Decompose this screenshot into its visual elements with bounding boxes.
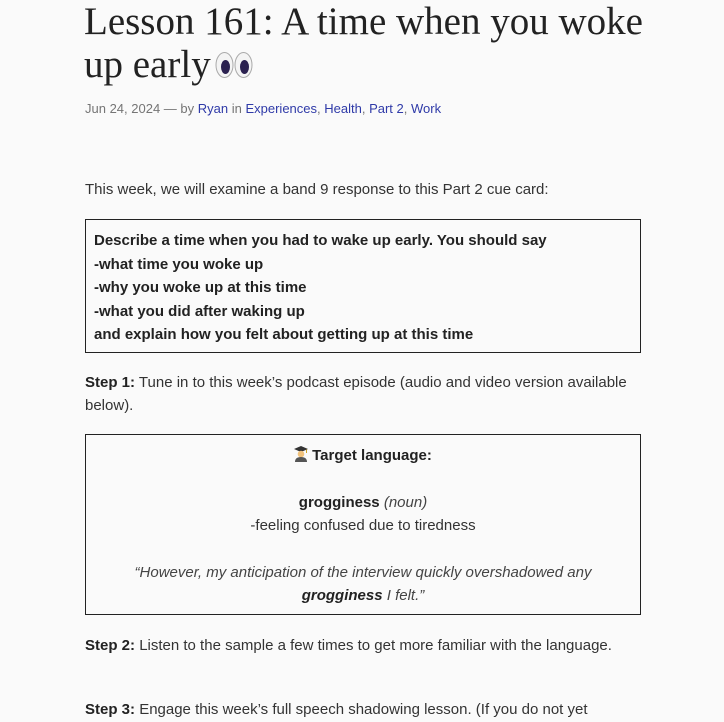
post-title <box>84 0 684 86</box>
step-1-text: Tune in to this week’s podcast episode (audio and video version available below). <box>85 374 627 414</box>
cue-card-line: and explain how you felt about getting up at this time <box>94 326 474 343</box>
post-title-text: Lesson 161: A time when you woke up early <box>84 0 643 86</box>
category-link-part-2[interactable]: Part 2 <box>369 101 404 116</box>
graduate-icon <box>294 446 308 462</box>
step-2-label: Step 2: <box>85 637 136 654</box>
target-example <box>86 561 640 608</box>
cue-card-line: -what time you woke up <box>94 255 264 273</box>
intro-text: This week, we will examine a band 9 response to this Part 2 cue card: <box>85 181 549 198</box>
target-heading: Target language: <box>312 447 432 464</box>
category-link-work[interactable]: Work <box>410 101 442 116</box>
step-2 <box>85 634 645 657</box>
step-3-text: Engage this week’s full speech shadowing lesson. (If you do not yet <box>139 701 588 718</box>
cue-card <box>85 219 641 353</box>
step-3 <box>85 698 645 721</box>
target-language-box <box>85 434 641 615</box>
post-meta: Jun 24, 2024 — by Ryan in Experiences, Health, Part 2, Work <box>85 101 442 116</box>
step-2-text: Listen to the sample a few times to get more familiar with the language. <box>139 637 612 654</box>
step-1 <box>85 371 645 417</box>
target-part-of-speech: (noun) <box>383 493 428 511</box>
target-definition: -feeling confused due to tiredness <box>250 517 476 534</box>
category-link-health[interactable]: Health <box>324 101 362 116</box>
eyes-icon <box>215 50 253 80</box>
step-1-label: Step 1: <box>85 374 136 391</box>
meta-in-label: in <box>228 101 246 116</box>
post-date: Jun 24, 2024 <box>85 101 161 116</box>
meta-separator: — by <box>160 101 198 116</box>
category-link-experiences[interactable]: Experiences <box>245 101 318 116</box>
cue-card-line: -why you woke up at this time <box>94 279 307 296</box>
step-3-label: Step 3: <box>85 701 136 718</box>
target-word: grogginess <box>298 493 380 511</box>
cue-card-line: -what you did after waking up <box>94 302 305 320</box>
example-before: “However, my anticipation of the interview quickly overshadowed any <box>134 563 592 581</box>
example-after: I felt.” <box>382 587 425 604</box>
author-link[interactable]: Ryan <box>197 101 229 116</box>
example-word: grogginess <box>301 587 383 604</box>
cue-card-line: Describe a time when you had to wake up early. You should say <box>94 232 547 249</box>
